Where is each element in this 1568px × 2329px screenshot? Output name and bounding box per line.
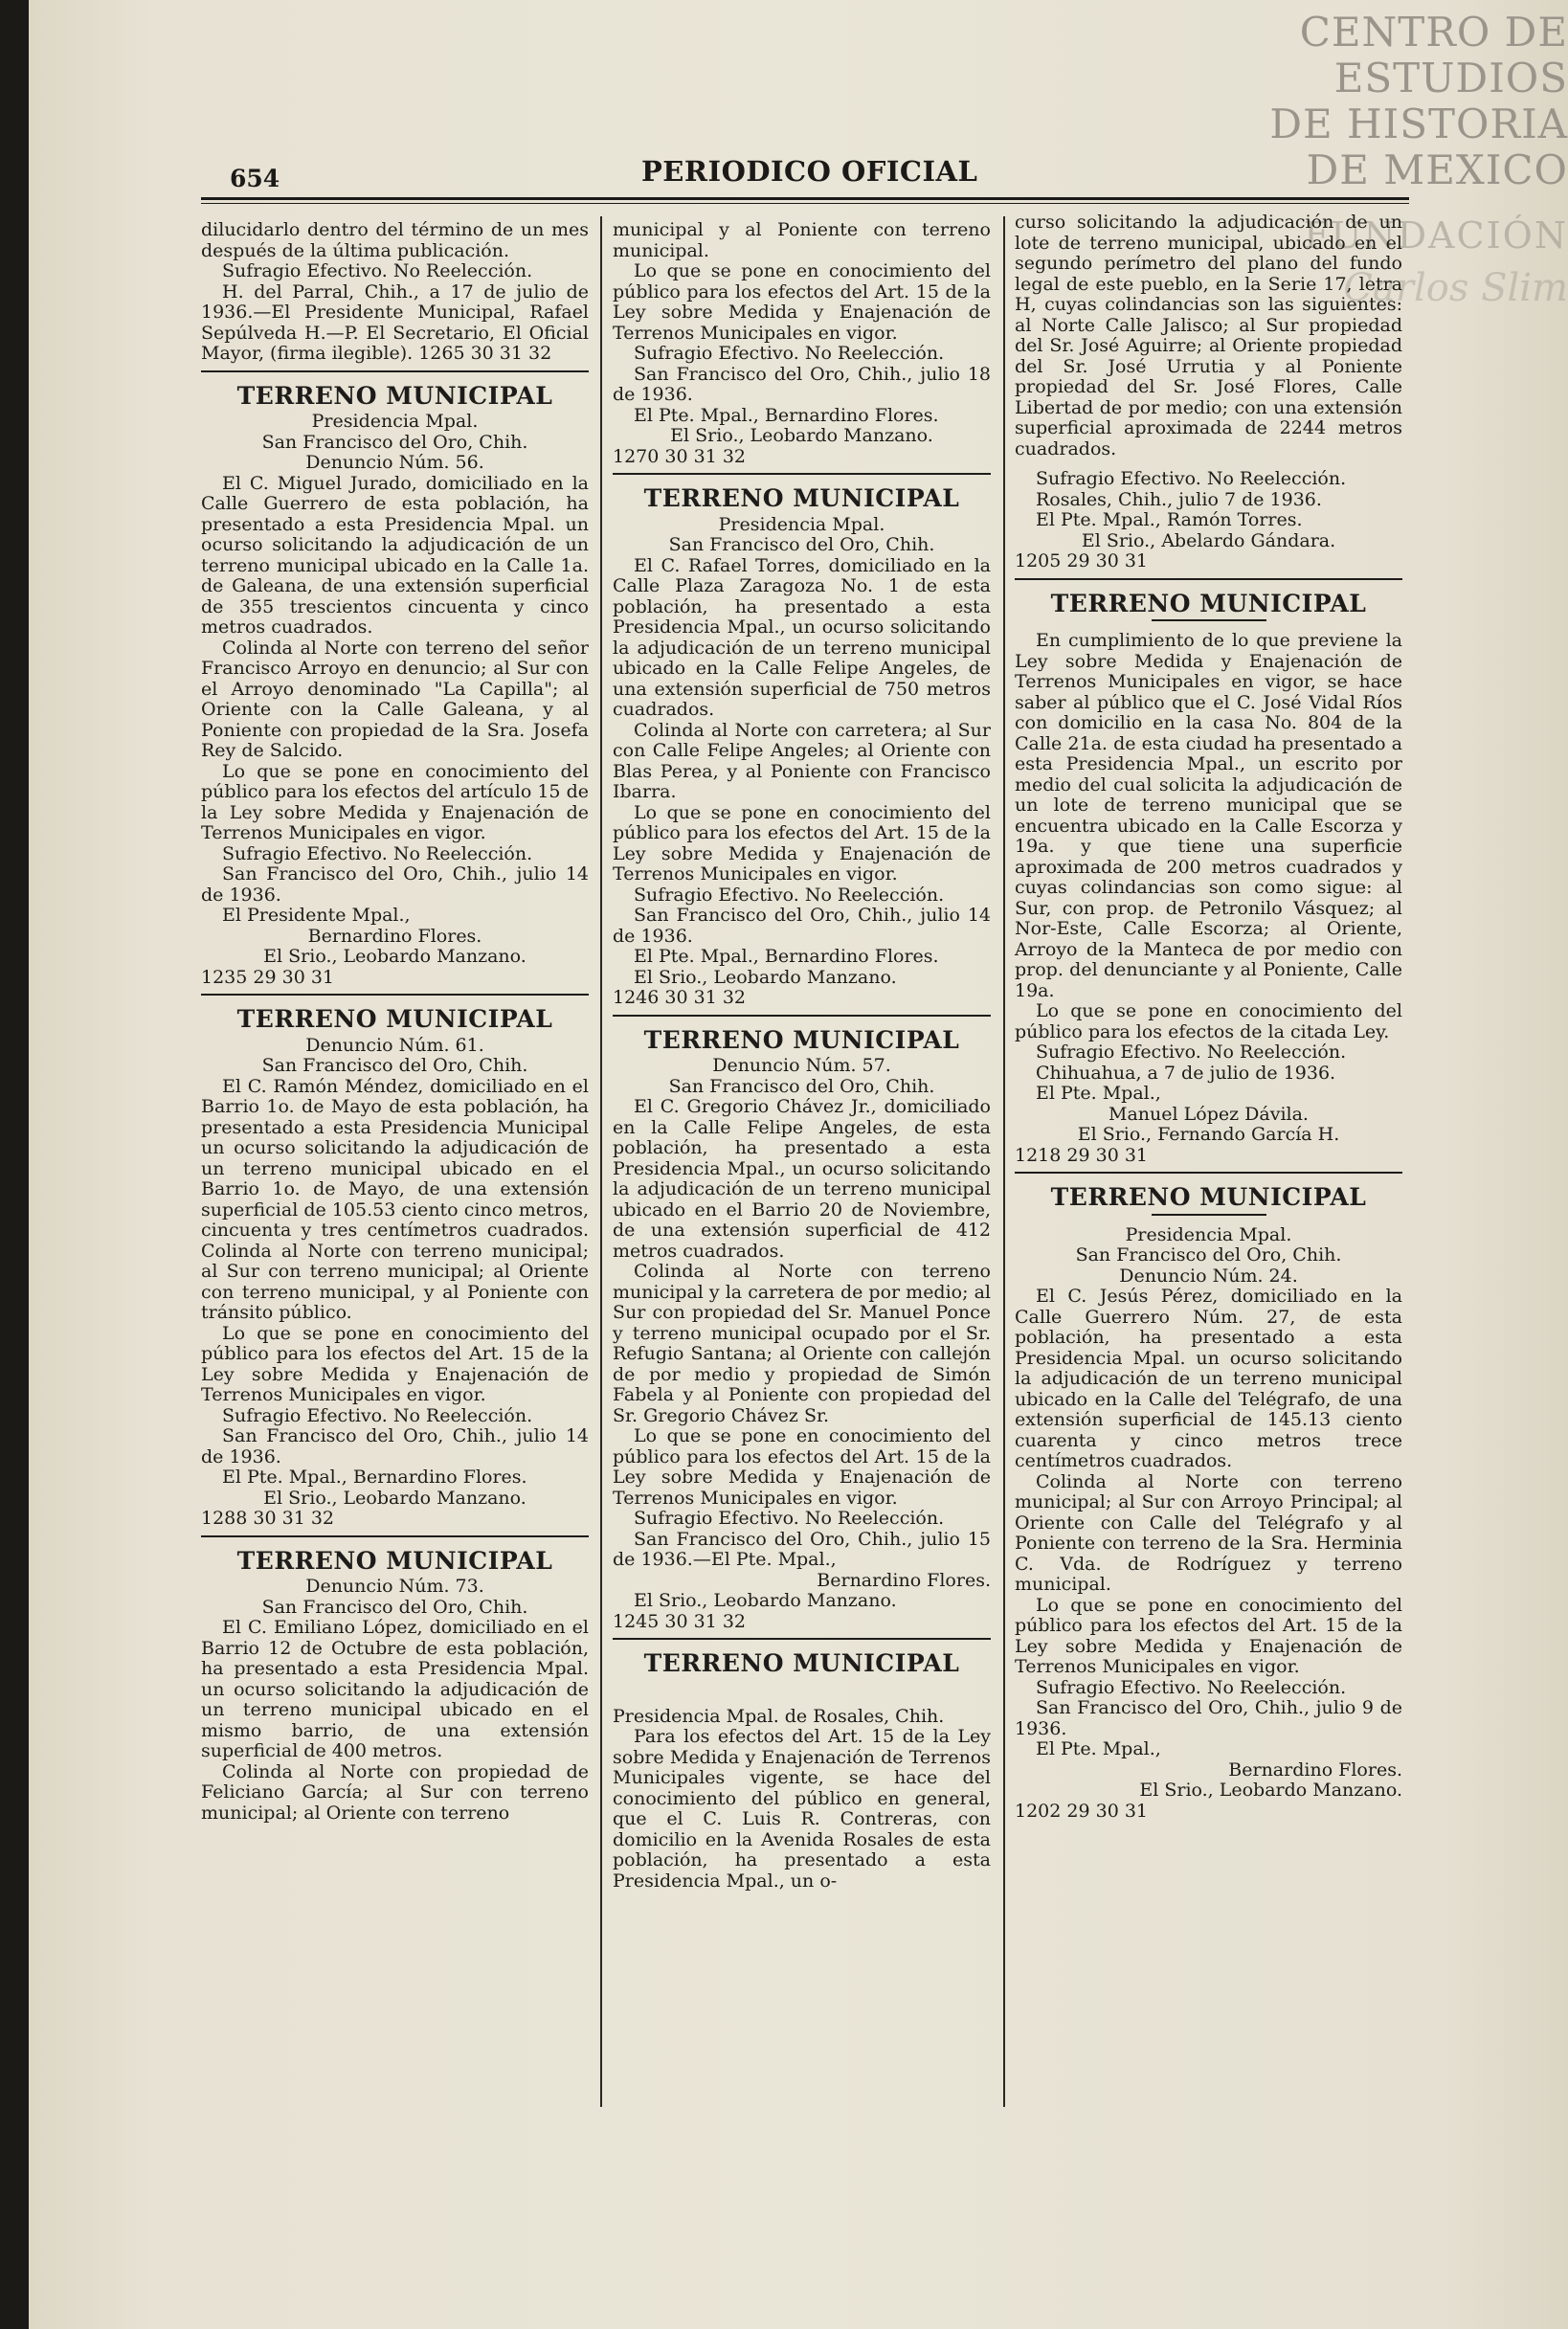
notice-separator	[201, 1535, 589, 1537]
notice-text: Colinda al Norte con terreno municipal y la carretera de por medio; al Sur con propiedad del Sr. Manuel Ponce y terreno municipal ocupado por el Sr. Refugio Santana; al Oriente con callejón de por medio y propiedad de Simón Fabela y al Poniente con propiedad del Sr. Gregorio Chávez Sr.	[613, 1261, 991, 1426]
notice-line: San Francisco del Oro, Chih.	[261, 431, 528, 453]
heading-underline	[1152, 619, 1266, 621]
notice-text: San Francisco del Oro, Chih., julio 9 de 1936.	[1015, 1697, 1402, 1739]
notice-line: San Francisco del Oro, Chih.	[261, 1596, 528, 1618]
notice-text: Sufragio Efectivo. No Reelección.	[1036, 468, 1347, 489]
notice-heading: TERRENO MUNICIPAL	[643, 484, 960, 512]
notice-signature: Bernardino Flores.	[817, 1569, 991, 1591]
notice-text: Colinda al Norte con terreno del señor Francisco Arroyo en denuncio; al Sur con el Arroyo denominado "La Capilla"; al Oriente con la Calle Galeana, y al Poniente con propiedad de la Sra. Josefa Rey de Salcido.	[201, 637, 589, 761]
page-number: 654	[230, 165, 280, 192]
header-rule	[201, 197, 1409, 200]
page-title: PERIODICO OFICIAL	[641, 155, 978, 188]
notice-text: El Pte. Mpal., Ramón Torres.	[1036, 509, 1303, 530]
notice-text: Colinda al Norte con carretera; al Sur con Calle Felipe Angeles; al Oriente con Blas Perea, y al Poniente con Francisco Ibarra.	[613, 719, 991, 802]
watermark-line: DE HISTORIA	[1269, 101, 1568, 147]
notice-text: El C. Ramón Méndez, domiciliado en el Barrio 1o. de Mayo de esta población, ha presentado a esta Presidencia Municipal un ocurso solicitando la adjudicación de un terreno municipal ubicado en el Barrio 1o. de Mayo, de una extensión superficial de 105.53 ciento cinco metros, cincuenta y tres centímetros cuadrados. Colinda al Norte con terreno municipal; al Sur con terreno municipal; al Oriente con terreno municipal, y al Poniente con tránsito público.	[201, 1075, 589, 1323]
notice-heading: TERRENO MUNICIPAL	[236, 381, 553, 410]
notice-signature: El Srio., Leobardo Manzano.	[1139, 1780, 1402, 1801]
notice-text: Colinda al Norte con terreno municipal; al Sur con Arroyo Principal; al Oriente con Calle del Telégrafo y al Poniente con terreno de la Sra. Herminia C. Vda. de Rodríguez y terreno municipal.	[1015, 1470, 1402, 1595]
notice-line: San Francisco del Oro, Chih.	[261, 1055, 528, 1076]
newspaper-page	[29, 0, 1568, 2329]
notice-text: Chihuahua, a 7 de julio de 1936.	[1036, 1062, 1336, 1084]
notice-line: Presidencia Mpal.	[1125, 1223, 1292, 1245]
watermark-line: DE MEXICO	[1306, 146, 1568, 193]
notice-line: San Francisco del Oro, Chih.	[1075, 1244, 1342, 1265]
notice-text: Sufragio Efectivo. No Reelección.	[634, 1508, 945, 1529]
notice-line: San Francisco del Oro, Chih.	[668, 1075, 935, 1097]
notice-text: Sufragio Efectivo. No Reelección.	[1036, 1041, 1347, 1063]
notice-separator	[201, 994, 589, 996]
notice-text: Sufragio Efectivo. No Reelección.	[634, 343, 945, 364]
notice-text: Sufragio Efectivo. No Reelección.	[222, 842, 533, 864]
notice-code: 1270 30 31 32	[613, 445, 747, 467]
notice-signature: El Srio., Fernando García H.	[1077, 1124, 1340, 1145]
notice-text: Sufragio Efectivo. No Reelección.	[222, 260, 533, 281]
notice-line: Denuncio Núm. 61.	[305, 1034, 484, 1056]
notice-signature: Bernardino Flores.	[1228, 1758, 1402, 1780]
notice-heading: TERRENO MUNICIPAL	[643, 1025, 960, 1054]
notice-text: Colinda al Norte con propiedad de Feliciano García; al Sur con terreno municipal; al Oriente con terreno	[201, 1760, 589, 1824]
notice-signature: El Srio., Leobardo Manzano.	[670, 425, 933, 446]
notice-text: Sufragio Efectivo. No Reelección.	[1036, 1676, 1347, 1698]
notice-text: curso solicitando la adjudicación de un lote de terreno municipal, ubicado en el segundo perímetro del plano del fundo legal de este pueblo, en la Serie 17, letra H, cuyas colindancias son las siguientes: al Norte Calle Jalisco; al Sur propiedad del Sr. José Aguirre; al Oriente propiedad del Sr. José Urrutia y al Poniente propiedad del Sr. José Flores, Calle Libertad de por medio; con una extensión superficial aproximada de 2244 metros cuadrados.	[1015, 212, 1402, 459]
notice-text: El C. Gregorio Chávez Jr., domiciliado en la Calle Felipe Angeles, de esta población, ha presentado a esta Presidencia Mpal., un ocurso solicitando la adjudicación de un terreno municipal ubicado en el Barrio 20 de Noviembre, de una extensión superficial de 412 metros cuadrados.	[613, 1096, 991, 1262]
notice-line: San Francisco del Oro, Chih.	[668, 534, 935, 555]
notice-text: Lo que se pone en conocimiento del público para los efectos del Art. 15 de la Ley sobre Medida y Enajenación de Terrenos Municipales en vigor.	[613, 1425, 991, 1509]
notice-separator	[201, 370, 589, 372]
notice-text: En cumplimiento de lo que previene la Ley sobre Medida y Enajenación de Terrenos Municipales en vigor, se hace saber al público que el C. José Vidal Ríos con domicilio en la casa No. 804 de la Calle 21a. de esta ciudad ha presentado a esta Presidencia Mpal., un escrito por medio del cual solicita la adjudicación de un lote de terreno municipal que se encuentra ubicado en la Calle Escorza y 19a. y que tiene una superficie aproximada de 200 metros cuadrados y cuyas colindancias son como sigue: al Sur, con prop. de Petronilo Vásquez; al Nor-Este, Calle Escorza; al Oriente, Arroyo de la Manteca de por medio con prop. del denunciante y al Poniente, Calle 19a.	[1015, 630, 1402, 1001]
notice-text: Lo que se pone en conocimiento del público para los efectos del Art. 15 de la Ley sobre Medida y Enajenación de Terrenos Municipales en vigor.	[613, 260, 991, 344]
header-rule	[201, 203, 1409, 204]
notice-line: Denuncio Núm. 24.	[1119, 1265, 1298, 1287]
notice-separator	[1015, 1172, 1402, 1174]
notice-text: El Srio., Leobardo Manzano.	[634, 966, 897, 988]
notice-heading: TERRENO MUNICIPAL	[1050, 1183, 1367, 1211]
column-divider	[600, 216, 602, 2107]
notice-line: Presidencia Mpal.	[718, 513, 885, 535]
notice-text: El C. Miguel Jurado, domiciliado en la Calle Guerrero de esta población, ha presentado a esta Presidencia Mpal. un ocurso solicitando la adjudicación de un terreno municipal ubicado en la Calle 1a. de Galeana, de una extensión superficial de 355 trescientos cincuenta y cinco metros cuadrados.	[201, 472, 589, 638]
notice-separator	[613, 1638, 991, 1640]
notice-text: Sufragio Efectivo. No Reelección.	[222, 1404, 533, 1426]
notice-signature: El Srio., Leobardo Manzano.	[263, 946, 526, 967]
notice-text: Lo que se pone en conocimiento del público para los efectos de la citada Ley.	[1015, 1000, 1402, 1042]
notice-line: Denuncio Núm. 57.	[712, 1055, 891, 1076]
notice-code: 1218 29 30 31	[1015, 1144, 1149, 1166]
notice-text: El C. Jesús Pérez, domiciliado en la Calle Guerrero Núm. 27, de esta población, ha presentado a esta Presidencia Mpal. un ocurso solicitando la adjudicación de un terreno municipal ubicado en la Calle del Telégrafo, de una extensión superficial de 145.13 ciento cuarenta y cinco metros trece centímetros cuadrados.	[1015, 1286, 1402, 1471]
notice-signature: El Srio., Abelardo Gándara.	[1081, 529, 1336, 551]
notice-code: 1205 29 30 31	[1015, 550, 1149, 571]
notice-text: Rosales, Chih., julio 7 de 1936.	[1036, 488, 1322, 510]
column-3	[1015, 213, 1402, 1822]
notice-signature: Bernardino Flores.	[307, 925, 482, 947]
heading-underline	[1152, 1214, 1266, 1216]
notice-text: El Pte. Mpal., Bernardino Flores.	[634, 946, 939, 967]
column-2	[613, 220, 991, 1892]
notice-heading: TERRENO MUNICIPAL	[236, 1546, 553, 1575]
watermark-signature: Carlos Slim	[1343, 266, 1568, 310]
notice-text: Lo que se pone en conocimiento del público para los efectos del artículo 15 de la Ley sobre Medida y Enajenación de Terrenos Municipales en vigor.	[201, 760, 589, 843]
notice-text: Presidencia Mpal. de Rosales, Chih.	[613, 1705, 945, 1727]
notice-text: El Pte. Mpal.,	[1036, 1083, 1161, 1104]
notice-separator	[613, 473, 991, 475]
notice-text: El Srio., Leobardo Manzano.	[634, 1590, 897, 1611]
notice-code: 1288 30 31 32	[201, 1508, 335, 1529]
notice-text: San Francisco del Oro, Chih., julio 14 de 1936.	[201, 1425, 589, 1467]
notice-line: Presidencia Mpal.	[311, 411, 479, 432]
notice-separator	[613, 1015, 991, 1017]
watermark-line: CENTRO DE	[1299, 9, 1568, 56]
notice-line: Denuncio Núm. 56.	[305, 452, 484, 473]
notice-text: H. del Parral, Chih., a 17 de julio de 1936.—El Presidente Municipal, Rafael Sepúlveda H.—P. El Secretario, El Oficial Mayor, (firma ilegible). 1265 30 31 32	[201, 280, 589, 364]
notice-text: Sufragio Efectivo. No Reelección.	[634, 884, 945, 906]
notice-text: El Pte. Mpal., Bernardino Flores.	[222, 1467, 527, 1488]
notice-code: 1246 30 31 32	[613, 987, 747, 1008]
notice-text: municipal y al Poniente con terreno municipal.	[613, 219, 991, 261]
notice-heading: TERRENO MUNICIPAL	[1050, 589, 1367, 617]
notice-text: San Francisco del Oro, Chih., julio 15 de 1936.—El Pte. Mpal.,	[613, 1528, 991, 1570]
notice-code: 1245 30 31 32	[613, 1610, 747, 1632]
notice-text: El Presidente Mpal.,	[222, 905, 411, 926]
watermark-line: ESTUDIOS	[1333, 55, 1568, 101]
notice-text: dilucidarlo dentro del término de un mes después de la última publicación.	[201, 219, 589, 261]
notice-text: Para los efectos del Art. 15 de la Ley sobre Medida y Enajenación de Terrenos Municipales vigente, se hace del conocimiento del público en general, que el C. Luis R. Contreras, con domicilio en la Avenida Rosales de esta población, ha presentado a esta Presidencia Mpal., un o-	[613, 1726, 991, 1892]
notice-code: 1235 29 30 31	[201, 966, 335, 988]
column-divider	[1003, 216, 1005, 2107]
notice-separator	[1015, 578, 1402, 580]
notice-signature: Manuel López Dávila.	[1109, 1103, 1309, 1125]
notice-heading: TERRENO MUNICIPAL	[236, 1005, 553, 1033]
notice-heading: TERRENO MUNICIPAL	[643, 1649, 960, 1677]
notice-text: El Pte. Mpal.,	[1036, 1738, 1161, 1759]
notice-text: San Francisco del Oro, Chih., julio 14 de 1936.	[201, 863, 589, 906]
notice-text: Lo que se pone en conocimiento del público para los efectos del Art. 15 de la Ley sobre Medida y Enajenación de Terrenos Municipales en vigor.	[201, 1322, 589, 1405]
notice-text: San Francisco del Oro, Chih., julio 18 de 1936.	[613, 363, 991, 405]
notice-text: El Pte. Mpal., Bernardino Flores.	[634, 404, 939, 426]
notice-signature: El Srio., Leobardo Manzano.	[263, 1487, 526, 1509]
watermark-foundation: FUNDACIÓN	[1303, 214, 1568, 257]
notice-text: San Francisco del Oro, Chih., julio 14 de 1936.	[613, 905, 991, 947]
notice-line: Denuncio Núm. 73.	[305, 1576, 484, 1597]
notice-text: Lo que se pone en conocimiento del público para los efectos del Art. 15 de la Ley sobre Medida y Enajenación de Terrenos Municipales en vigor.	[1015, 1594, 1402, 1677]
notice-code: 1202 29 30 31	[1015, 1800, 1149, 1822]
notice-text: El C. Emiliano López, domiciliado en el Barrio 12 de Octubre de esta población, ha presentado a esta Presidencia Mpal. un ocurso solicitando la adjudicación de un terreno municipal ubicado en el mismo barrio, de una extensión superficial de 400 metros.	[201, 1617, 589, 1761]
notice-text: Lo que se pone en conocimiento del público para los efectos del Art. 15 de la Ley sobre Medida y Enajenación de Terrenos Municipales en vigor.	[613, 801, 991, 885]
notice-text: El C. Rafael Torres, domiciliado en la Calle Plaza Zaragoza No. 1 de esta población, ha presentado a esta Presidencia Mpal., un ocurso solicitando la adjudicación de un terreno municipal ubicado en la Calle Felipe Angeles, de una extensión superficial de 750 metros cuadrados.	[613, 554, 991, 720]
column-1	[201, 220, 589, 1824]
